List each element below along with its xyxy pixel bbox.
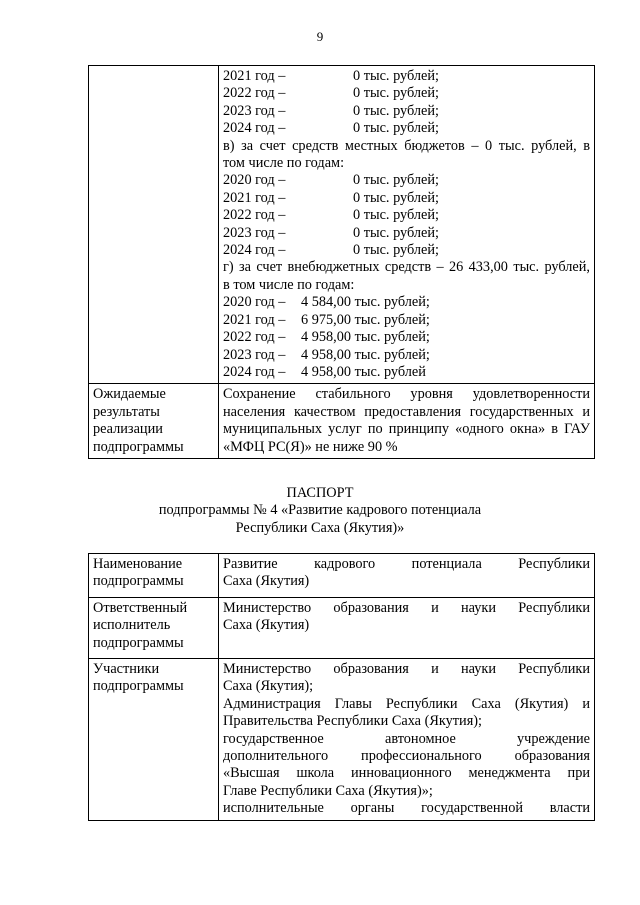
- passport-title: ПАСПОРТ: [286, 485, 354, 501]
- passport-subtitle: подпрограммы № 4 «Развитие кадрового потенциала: [158, 502, 482, 519]
- table-row: [89, 384, 595, 459]
- list-item: 2021 год – 6 975,00 тыс. рублей;: [223, 311, 430, 328]
- list-item: 2022 год – 4 958,00 тыс. рублей;: [223, 329, 430, 346]
- list-item: 2021 год – 0 тыс. рублей;: [223, 68, 440, 84]
- finance-label-cell: [89, 66, 219, 384]
- participants-label-cell: Участники подпрограммы: [89, 659, 219, 821]
- extrabudget-text-cont: в том числе по годам:: [223, 276, 355, 293]
- extrabudget-text: г) за счет внебюджетных средств – 26 433,00 тыс. рублей,: [223, 259, 590, 276]
- finance-table: [88, 65, 595, 459]
- list-item: 2022 год – 0 тыс. рублей;: [223, 207, 440, 224]
- list-item: 2024 год – 0 тыс. рублей;: [223, 242, 440, 259]
- list-item: 2022 год – 0 тыс. рублей;: [223, 85, 440, 102]
- passport-heading: [0, 485, 640, 537]
- local-budget-text: в) за счет средств местных бюджетов – 0 тыс. рублей, в: [223, 137, 590, 154]
- finance-value-cell: [219, 66, 595, 384]
- local-budget-text-cont: том числе по годам:: [223, 155, 345, 172]
- list-item: 2023 год – 4 958,00 тыс. рублей;: [223, 346, 430, 363]
- table-row: [89, 66, 595, 384]
- results-label-cell: Ожидаемые результаты реализации подпрограммы: [89, 384, 219, 459]
- executor-value-cell: Министерство образования и науки Республики Саха (Якутия): [219, 597, 595, 658]
- table-row: [89, 554, 595, 598]
- list-item: 2023 год – 0 тыс. рублей;: [223, 102, 440, 119]
- name-value-cell: Развитие кадрового потенциала Республики Саха (Якутия): [219, 554, 595, 598]
- page-number: 9: [316, 29, 324, 44]
- list-item: 2023 год – 0 тыс. рублей;: [223, 224, 440, 241]
- passport-table: [88, 553, 595, 821]
- executor-label-cell: Ответственный исполнитель подпрограммы: [89, 597, 219, 658]
- results-value-cell: Сохранение стабильного уровня удовлетворенности населения качеством предоставления государственных и муниципальных услуг по принципу «одного окна» в ГАУ «МФЦ РС(Я)» не ниже 90 %: [219, 384, 595, 459]
- list-item: 2020 год – 0 тыс. рублей;: [223, 172, 440, 189]
- participants-value-cell: Министерство образования и науки Республики Саха (Якутия); Администрация Главы Республики Саха (Якутия) и Правительства Республики Саха (Якутия); государственное автономное учреждение дополнительного профессионального образования «Высшая школа инновационного менеджмента при Главе Республики Саха (Якутия)»; исполнительные органы государственной власти: [219, 659, 595, 821]
- list-item: 2024 год – 4 958,00 тыс. рублей: [223, 363, 426, 380]
- list-item: 2021 год – 0 тыс. рублей;: [223, 189, 440, 206]
- list-item: 2020 год – 4 584,00 тыс. рублей;: [223, 294, 430, 311]
- passport-subtitle-cont: Республики Саха (Якутия)»: [235, 519, 405, 536]
- table-row: [89, 659, 595, 821]
- list-item: 2024 год – 0 тыс. рублей;: [223, 120, 440, 137]
- name-label-cell: Наименование подпрограммы: [89, 554, 219, 598]
- table-row: [89, 597, 595, 658]
